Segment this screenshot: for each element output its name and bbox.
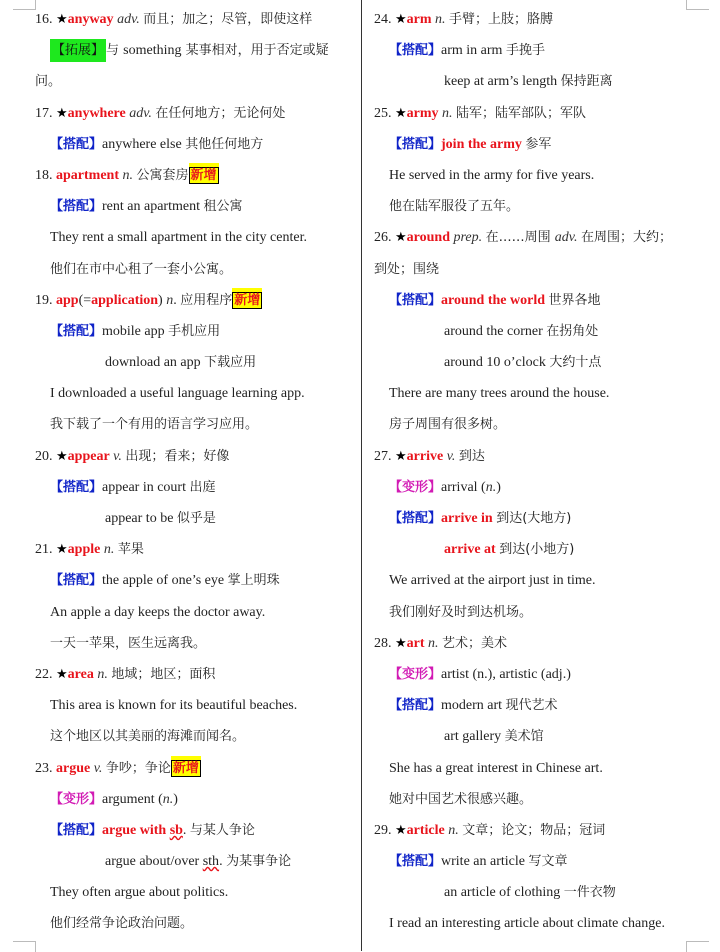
part-of-speech: n. — [444, 822, 463, 838]
document-line — [374, 4, 699, 35]
document-line — [35, 316, 360, 347]
part-of-speech: n. — [100, 542, 118, 558]
new-badge: 新增 — [190, 167, 217, 183]
chinese-text: 陆军；陆军部队；军队 — [456, 105, 587, 121]
part-of-speech: n. — [162, 791, 174, 807]
document-line — [374, 565, 699, 596]
extension-tag: 【拓展】 — [50, 39, 106, 62]
chinese-text: 手挽手 — [505, 43, 545, 59]
part-of-speech: n. — [119, 167, 137, 183]
english-text: I read an interesting article about climate change. — [389, 916, 665, 932]
chinese-text: 地域；地区；面积 — [111, 666, 216, 682]
chinese-text: 她对中国艺术很感兴趣。 — [389, 791, 533, 807]
document-line — [35, 597, 360, 628]
part-of-speech: n. — [93, 666, 112, 682]
chinese-text: 一天一苹果，医生远离我。 — [50, 635, 207, 651]
variant-tag: 【变形】 — [50, 791, 103, 807]
chinese-text: 到达(小地方) — [499, 542, 575, 558]
part-of-speech: n. — [438, 105, 457, 121]
document-line — [374, 222, 699, 253]
headword: application — [91, 292, 159, 308]
english-text: arm in arm — [441, 43, 506, 59]
chinese-text: 其他任何地方 — [185, 136, 264, 152]
star-icon: ★ — [395, 448, 407, 464]
chinese-text: 苹果 — [117, 542, 144, 558]
chinese-text: 艺术；美术 — [442, 635, 508, 651]
english-text: keep at arm’s length — [444, 74, 561, 90]
english-text: I downloaded a useful language learning app. — [50, 386, 305, 402]
collocation-tag: 【搭配】 — [389, 292, 442, 308]
headword: army — [406, 105, 439, 121]
english-text: . — [173, 292, 181, 308]
entry-number: 22. — [35, 666, 56, 682]
collocation-tag: 【搭配】 — [389, 698, 442, 714]
document-line — [35, 659, 360, 690]
english-text: around 10 o’clock — [444, 355, 550, 371]
part-of-speech: adv. — [113, 12, 144, 27]
key-phrase: arrive in — [441, 511, 497, 526]
english-text: arrival ( — [441, 479, 486, 495]
document-line — [374, 316, 699, 347]
document-line — [374, 659, 699, 690]
key-phrase: join the army — [441, 136, 526, 152]
document-line — [35, 908, 360, 939]
chinese-text: 争吵；争论 — [105, 760, 171, 776]
document-line — [35, 347, 360, 378]
english-text: anywhere else — [102, 136, 186, 152]
headword: art — [406, 635, 425, 651]
chinese-text: 到处；围绕 — [374, 261, 440, 277]
chinese-text: 出庭 — [189, 479, 216, 495]
document-line — [35, 753, 360, 784]
document-line — [374, 66, 699, 97]
star-icon: ★ — [395, 12, 407, 27]
headword: article — [406, 822, 445, 838]
document-line — [35, 222, 360, 253]
chinese-text: 与 — [106, 43, 124, 59]
chinese-text: 现代艺术 — [505, 698, 558, 714]
chinese-text: 在拐角处 — [546, 323, 599, 339]
document-line — [374, 129, 699, 160]
english-text: . — [219, 854, 227, 870]
collocation-tag: 【搭配】 — [50, 573, 103, 589]
english-text: We arrived at the airport just in time. — [389, 573, 596, 589]
document-line — [35, 721, 360, 752]
entry-number: 26. — [374, 230, 395, 246]
document-line — [35, 254, 360, 285]
headword: anyway — [67, 12, 114, 27]
english-text: This area is known for its beautiful beaches. — [50, 698, 298, 714]
part-of-speech: v. — [90, 760, 106, 776]
variant-tag: 【变形】 — [389, 666, 442, 682]
entry-number: 27. — [374, 448, 395, 464]
left-column — [35, 4, 360, 940]
chinese-text: 手臂；上肢；胳膊 — [449, 12, 554, 27]
document-line — [374, 846, 699, 877]
english-text: (= — [78, 292, 92, 308]
english-text: She has a great interest in Chinese art. — [389, 760, 603, 776]
chinese-text: 参军 — [525, 136, 552, 152]
chinese-text: 到达(大地方) — [496, 511, 572, 526]
english-text: the apple of one’s eye — [102, 573, 228, 589]
document-line — [374, 534, 699, 565]
chinese-text: 问。 — [35, 74, 62, 90]
chinese-text: 一件衣物 — [563, 885, 616, 901]
document-line — [374, 98, 699, 129]
chinese-text: 某事相对，用于否定或疑 — [181, 43, 329, 59]
english-text: art gallery — [444, 729, 505, 745]
chinese-text: 我们刚好及时到达机场。 — [389, 604, 533, 620]
new-badge: 新增 — [234, 292, 261, 308]
english-text: They rent a small apartment in the city center. — [50, 230, 307, 246]
document-line — [35, 378, 360, 409]
english-text: appear to be — [105, 511, 177, 526]
document-line — [374, 721, 699, 752]
document-line — [35, 690, 360, 721]
chinese-text: 租公寓 — [203, 199, 243, 215]
english-text: download an app — [105, 355, 205, 371]
document-line — [35, 846, 360, 877]
document-line — [35, 628, 360, 659]
document-line — [374, 285, 699, 316]
star-icon: ★ — [395, 822, 407, 838]
key-phrase: around the world — [441, 292, 549, 308]
chinese-text: 他们经常争论政治问题。 — [50, 916, 194, 932]
entry-number: 19. — [35, 292, 56, 308]
english-text: ) — [496, 479, 501, 495]
chinese-text: 这个地区以其美丽的海滩而闻名。 — [50, 729, 246, 745]
part-of-speech: n. — [485, 479, 497, 495]
star-icon: ★ — [395, 635, 407, 651]
chinese-text: 为某事争论 — [226, 854, 292, 870]
chinese-text: 文章；论文；物品；冠词 — [462, 822, 606, 838]
chinese-text: 世界各地 — [548, 292, 601, 308]
document-line — [35, 441, 360, 472]
document-line — [374, 441, 699, 472]
english-text: sth — [202, 854, 220, 870]
chinese-text: 我下载了一个有用的语言学习应用。 — [50, 417, 259, 433]
english-text: He served in the army for five years. — [389, 167, 595, 183]
english-text: They often argue about politics. — [50, 885, 229, 901]
part-of-speech: n — [166, 292, 174, 308]
part-of-speech: v. — [443, 448, 459, 464]
chinese-text: 应用程序 — [180, 292, 233, 308]
new-badge: 新增 — [172, 760, 199, 776]
document-line — [35, 129, 360, 160]
document-line — [35, 191, 360, 222]
star-icon: ★ — [56, 105, 68, 121]
part-of-speech: n. — [431, 12, 450, 27]
right-column — [374, 4, 699, 940]
part-of-speech: adv. — [125, 105, 156, 121]
document-line — [35, 503, 360, 534]
chinese-text: 房子周围有很多树。 — [389, 417, 507, 433]
document-line — [35, 98, 360, 129]
english-text: modern art — [441, 698, 506, 714]
english-text: ) — [158, 292, 167, 308]
page-corner-mark — [13, 941, 36, 952]
entry-number: 24. — [374, 12, 395, 27]
star-icon: ★ — [56, 542, 68, 558]
document-line — [35, 409, 360, 440]
chinese-text: 美术馆 — [504, 729, 544, 745]
chinese-text: 写文章 — [528, 854, 568, 870]
chinese-text: 保持距离 — [560, 74, 613, 90]
english-text: artist (n.), artistic (adj.) — [441, 666, 571, 682]
document-line — [374, 597, 699, 628]
entry-number: 18. — [35, 167, 56, 183]
variant-tag: 【变形】 — [389, 479, 442, 495]
entry-number: 20. — [35, 448, 56, 464]
document-line — [374, 472, 699, 503]
document-line — [374, 690, 699, 721]
headword: apartment — [56, 167, 119, 183]
document-line — [35, 472, 360, 503]
entry-number: 21. — [35, 542, 56, 558]
headword: around — [406, 230, 450, 246]
document-line — [374, 753, 699, 784]
english-text: An apple a day keeps the doctor away. — [50, 604, 266, 620]
entry-number: 25. — [374, 105, 395, 121]
document-line — [35, 160, 360, 191]
entry-number: 29. — [374, 822, 395, 838]
chinese-text: 在周围；大约； — [580, 230, 672, 246]
document-line — [35, 815, 360, 846]
chinese-text: 出现；看来；好像 — [125, 448, 230, 464]
star-icon: ★ — [56, 448, 68, 464]
collocation-tag: 【搭配】 — [50, 199, 103, 215]
document-line — [374, 409, 699, 440]
document-line — [374, 254, 699, 285]
chinese-text: 下载应用 — [204, 355, 257, 371]
document-line — [35, 285, 360, 316]
chinese-text: 在……周围 — [485, 230, 555, 246]
star-icon: ★ — [56, 666, 68, 682]
star-icon: ★ — [395, 105, 407, 121]
english-text: appear in court — [102, 479, 190, 495]
document-line — [374, 378, 699, 409]
english-text: argument ( — [102, 791, 163, 807]
document-line — [374, 815, 699, 846]
chinese-text: 到达 — [458, 448, 485, 464]
document-line — [35, 565, 360, 596]
collocation-tag: 【搭配】 — [389, 136, 442, 152]
document-line — [374, 503, 699, 534]
star-icon: ★ — [395, 230, 407, 246]
chinese-text: 掌上明珠 — [227, 573, 280, 589]
page-corner-mark — [686, 941, 709, 952]
collocation-tag: 【搭配】 — [50, 323, 103, 339]
headword: arm — [406, 12, 432, 27]
english-text: an article of clothing — [444, 885, 564, 901]
chinese-text: 而且；加之；尽管，即使这样 — [143, 12, 313, 27]
english-text: around the corner — [444, 323, 547, 339]
collocation-tag: 【搭配】 — [389, 854, 442, 870]
document-line — [374, 35, 699, 66]
part-of-speech: n. — [424, 635, 443, 651]
english-text: There are many trees around the house. — [389, 386, 610, 402]
chinese-text: 大约十点 — [549, 355, 602, 371]
document-line — [374, 877, 699, 908]
english-text: write an article — [441, 854, 529, 870]
collocation-tag: 【搭配】 — [389, 511, 442, 526]
star-icon: ★ — [56, 12, 68, 27]
part-of-speech: prep. — [449, 230, 486, 246]
collocation-tag: 【搭配】 — [50, 136, 103, 152]
document-line — [35, 4, 360, 35]
collocation-tag: 【搭配】 — [389, 43, 442, 59]
headword: apple — [67, 542, 101, 558]
entry-number: 28. — [374, 635, 395, 651]
chinese-text: 他们在市中心租了一套小公寓。 — [50, 261, 233, 277]
chinese-text: 手机应用 — [168, 323, 221, 339]
headword: app — [56, 292, 79, 308]
document-line — [35, 35, 360, 66]
page-corner-mark — [13, 0, 36, 10]
english-text: something — [123, 43, 182, 59]
document-line — [374, 347, 699, 378]
headword: appear — [67, 448, 110, 464]
document-line — [374, 628, 699, 659]
key-phrase: argue with — [102, 822, 170, 838]
document-line — [35, 784, 360, 815]
headword: argue — [56, 760, 91, 776]
key-phrase: sb — [169, 822, 183, 838]
column-divider — [361, 0, 362, 951]
entry-number: 17. — [35, 105, 56, 121]
collocation-tag: 【搭配】 — [50, 479, 103, 495]
english-text: rent an apartment — [102, 199, 204, 215]
part-of-speech: adv. — [554, 230, 581, 246]
document-line — [374, 191, 699, 222]
collocation-tag: 【搭配】 — [50, 822, 103, 838]
entry-number: 23. — [35, 760, 56, 776]
english-text: ) — [173, 791, 178, 807]
chinese-text: 与某人争论 — [189, 822, 255, 838]
headword: area — [67, 666, 94, 682]
document-line — [374, 784, 699, 815]
chinese-text: 似乎是 — [176, 511, 216, 526]
chinese-text: 在任何地方；无论何处 — [155, 105, 286, 121]
part-of-speech: v. — [109, 448, 126, 464]
document-line — [374, 908, 699, 939]
english-text: argue about/over — [105, 854, 203, 870]
document-line — [35, 66, 360, 97]
english-text: . — [182, 822, 190, 838]
document-line — [374, 160, 699, 191]
document-line — [35, 534, 360, 565]
document-line — [35, 877, 360, 908]
entry-number: 16. — [35, 12, 56, 27]
headword: anywhere — [67, 105, 126, 121]
headword: arrive — [406, 448, 444, 464]
english-text: mobile app — [102, 323, 169, 339]
chinese-text: 他在陆军服役了五年。 — [389, 199, 520, 215]
chinese-text: 公寓套房 — [136, 167, 189, 183]
key-phrase: arrive at — [444, 542, 500, 558]
